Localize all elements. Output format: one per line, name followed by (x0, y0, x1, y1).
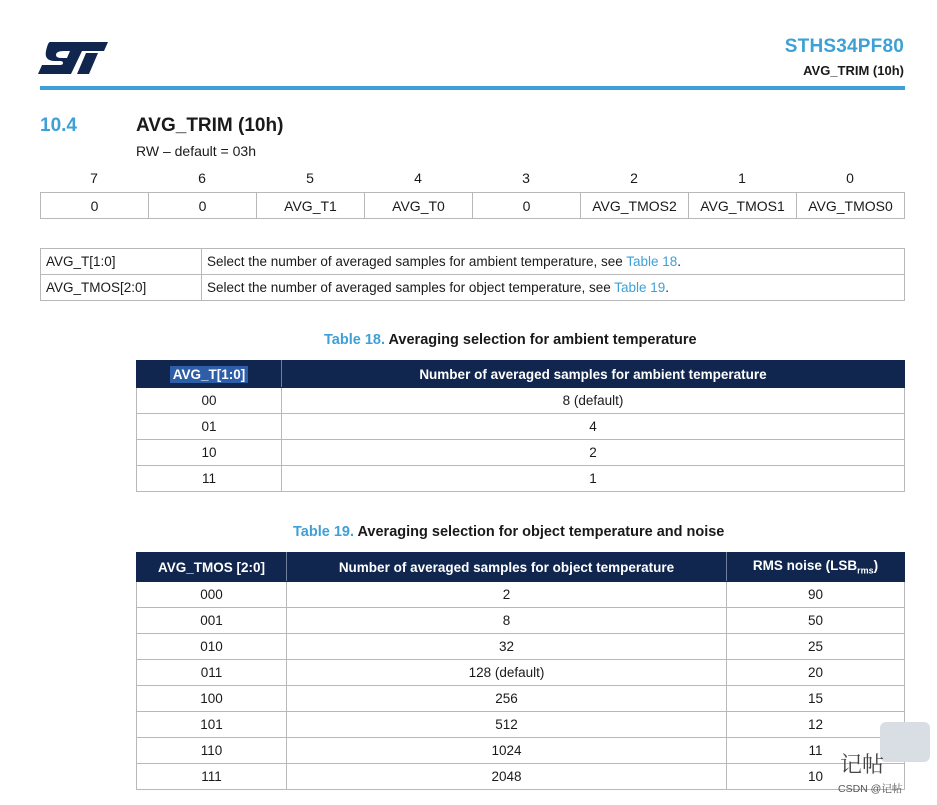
table-row (137, 634, 905, 660)
table-18-number: Table 18. (324, 332, 385, 348)
bit-cell: AVG_TMOS2 (581, 193, 689, 219)
table-header-row (137, 361, 905, 388)
bit-number: 0 (846, 170, 854, 186)
table-row (137, 440, 905, 466)
description-text: Select the number of averaged samples for ambient temperature, see (207, 254, 627, 269)
table-cell: 110 (137, 738, 287, 764)
section-subtitle: RW – default = 03h (136, 143, 256, 159)
table-row (137, 764, 905, 790)
table-row (137, 608, 905, 634)
table-row (137, 738, 905, 764)
table-19-caption-text: Averaging selection for object temperature and noise (357, 524, 725, 540)
rms-noise-label: RMS noise (LSB (752, 558, 858, 574)
table-cell: 90 (727, 582, 905, 608)
table-cell: 100 (137, 686, 287, 712)
bit-number: 1 (738, 170, 746, 186)
table-cell: 128 (default) (287, 660, 727, 686)
table-cell: 1024 (287, 738, 727, 764)
field-name: AVG_TMOS[2:0] (41, 275, 202, 301)
st-logo (38, 38, 110, 78)
rms-close-paren: ) (873, 558, 879, 574)
table-19-number: Table 19. (293, 524, 354, 540)
table-cell: 8 (287, 608, 727, 634)
table-row (137, 660, 905, 686)
section-number: 10.4 (40, 115, 77, 136)
table-cell: 4 (282, 414, 905, 440)
section-title: AVG_TRIM (10h) (136, 115, 284, 136)
table-cell: 00 (137, 388, 282, 414)
table-cell: 12 (727, 712, 905, 738)
bit-number: 2 (630, 170, 638, 186)
table-cell: 111 (137, 764, 287, 790)
header-register-name: AVG_TRIM (10h) (803, 63, 904, 78)
field-description (202, 275, 905, 301)
table-cell: 256 (287, 686, 727, 712)
column-header: Number of averaged samples for object temperature (287, 553, 727, 582)
bit-cell: 0 (473, 193, 581, 219)
register-bit-map (40, 192, 905, 219)
table-row (137, 466, 905, 492)
bit-cell: 0 (41, 193, 149, 219)
table-cell: 011 (137, 660, 287, 686)
table-row (137, 686, 905, 712)
table-cell: 101 (137, 712, 287, 738)
table-cell: 000 (137, 582, 287, 608)
description-text: Select the number of averaged samples for object temperature, see (207, 280, 615, 295)
table-row (41, 249, 905, 275)
table-cell: 15 (727, 686, 905, 712)
table-row (137, 388, 905, 414)
table-cell: 8 (default) (282, 388, 905, 414)
bit-cell: AVG_T0 (365, 193, 473, 219)
bit-cell: AVG_T1 (257, 193, 365, 219)
table-row (137, 414, 905, 440)
part-number: STHS34PF80 (784, 36, 904, 57)
table-row (41, 275, 905, 301)
column-header-label: AVG_T[1:0] (170, 366, 249, 383)
table-cell: 001 (137, 608, 287, 634)
bit-number: 5 (306, 170, 314, 186)
table-18-link[interactable]: Table 18 (626, 254, 678, 269)
table-cell: 11 (727, 738, 905, 764)
field-description (202, 249, 905, 275)
watermark-caption: CSDN @记帖 (838, 783, 903, 795)
document-header (785, 36, 904, 78)
description-end: . (665, 280, 670, 295)
table-cell: 25 (727, 634, 905, 660)
description-end: . (677, 254, 682, 269)
bit-cell: AVG_TMOS1 (689, 193, 797, 219)
table-19 (136, 552, 905, 790)
table-18 (136, 360, 905, 492)
table-cell: 10 (137, 440, 282, 466)
table-cell: 1 (282, 466, 905, 492)
column-header (727, 553, 905, 582)
table-cell: 01 (137, 414, 282, 440)
bit-number-row (40, 170, 904, 186)
table-cell: 10 (727, 764, 905, 790)
bit-number: 7 (90, 170, 98, 186)
bit-number: 4 (414, 170, 422, 186)
rms-subscript: rms (857, 565, 874, 576)
table-row (137, 582, 905, 608)
table-19-caption (293, 524, 724, 540)
field-name: AVG_T[1:0] (41, 249, 202, 275)
table-cell: 11 (137, 466, 282, 492)
table-18-caption (324, 332, 697, 348)
table-cell: 010 (137, 634, 287, 660)
column-header (137, 361, 282, 388)
table-header-row (137, 553, 905, 582)
table-cell: 32 (287, 634, 727, 660)
bit-number: 3 (522, 170, 530, 186)
table-cell: 20 (727, 660, 905, 686)
column-header: Number of averaged samples for ambient temperature (282, 361, 905, 388)
table-cell: 2 (287, 582, 727, 608)
bit-number: 6 (198, 170, 206, 186)
table-cell: 2 (282, 440, 905, 466)
watermark-text: 记帖 (840, 752, 885, 777)
table-cell: 2048 (287, 764, 727, 790)
bit-cell: 0 (149, 193, 257, 219)
column-header: AVG_TMOS [2:0] (137, 553, 287, 582)
field-description-table (40, 248, 905, 301)
header-divider (40, 86, 905, 90)
table-cell: 512 (287, 712, 727, 738)
table-18-caption-text: Averaging selection for ambient temperature (388, 332, 697, 348)
bit-name-row (41, 193, 905, 219)
bit-cell: AVG_TMOS0 (797, 193, 905, 219)
table-cell: 50 (727, 608, 905, 634)
watermark-bubble-icon (880, 722, 930, 762)
table-19-link[interactable]: Table 19 (614, 280, 666, 295)
table-row (137, 712, 905, 738)
